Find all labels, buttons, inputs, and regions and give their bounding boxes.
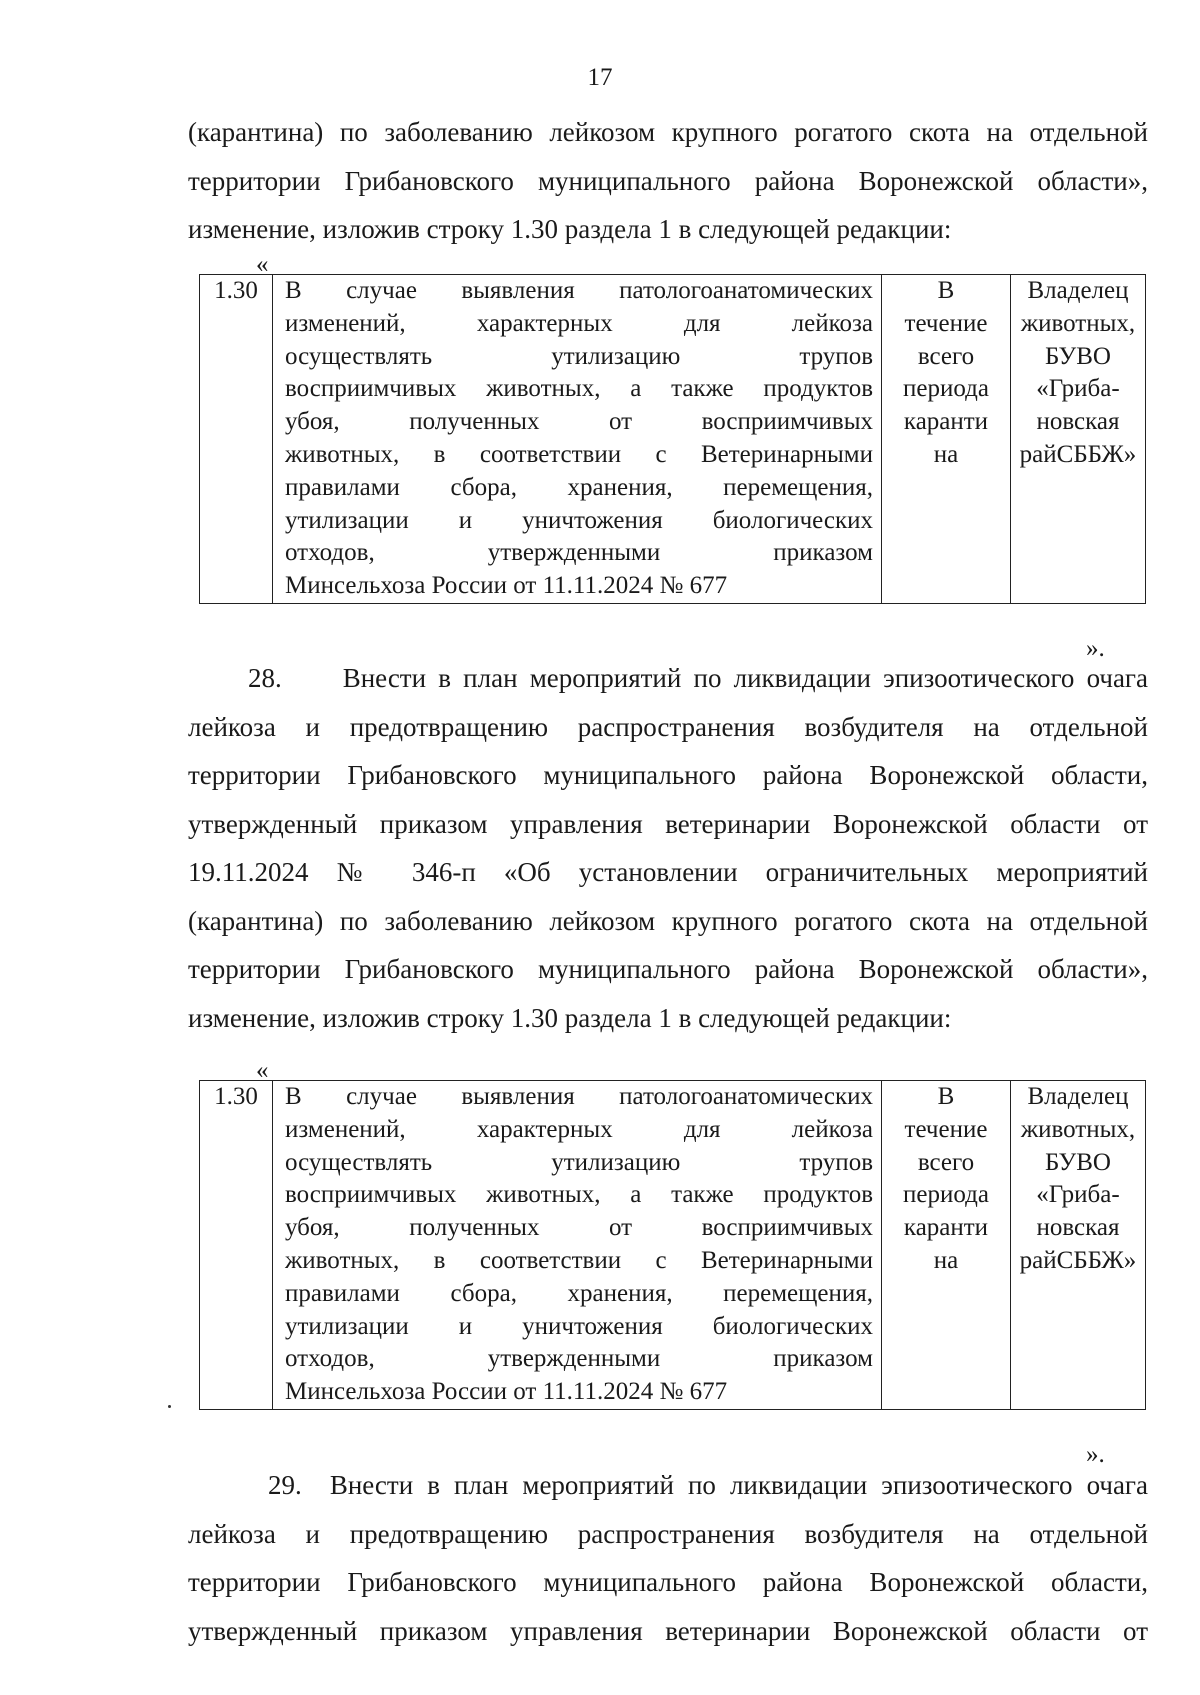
responsible-line: Владелец	[1027, 1083, 1129, 1110]
row-responsible-cell	[1011, 275, 1146, 604]
item-29-paragraph	[188, 1461, 1148, 1655]
description-line: животных, в соответствии с Ветеринарными	[285, 1246, 873, 1274]
description-line: осуществлять утилизацию трупов	[285, 342, 873, 370]
row-description-cell	[273, 275, 882, 604]
description-line: Минсельхоза России от 11.11.2024 № 677	[285, 572, 728, 600]
row-description-cell	[273, 1081, 882, 1410]
description-line: правилами сбора, хранения, перемещения,	[285, 1279, 873, 1307]
description-line: правилами сбора, хранения, перемещения,	[285, 473, 873, 501]
responsible-line: животных,	[1020, 1115, 1136, 1143]
text-line: лейкоза и предотвращению распространения возбудителя на отдельной	[188, 711, 1148, 742]
term-line: всего	[917, 1148, 975, 1176]
description-line: утилизации и уничтожения биологических	[285, 506, 873, 534]
text-line: территории Грибановского муниципального района Воронежской области,	[188, 760, 1148, 790]
description-line: убоя, полученных от восприимчивых	[285, 1214, 873, 1242]
description-line: отходов, утвержденными приказом	[285, 1345, 873, 1373]
text-line: территории Грибановского муниципального района Воронежской области,	[188, 1567, 1148, 1597]
term-line: каранти	[903, 408, 989, 436]
text-line: 19.11.2024 № 346-п «Об установлении ограничительных мероприятий	[188, 857, 1148, 887]
item-number: 28.	[248, 663, 282, 693]
description-line: восприимчивых животных, а также продуктов	[285, 375, 873, 403]
term-line: периода	[903, 1181, 989, 1209]
text-line: изменение, изложив строку 1.30 раздела 1 в следующей редакции:	[188, 214, 952, 244]
description-line: осуществлять утилизацию трупов	[285, 1148, 873, 1176]
term-line: каранти	[903, 1214, 989, 1242]
row-term-cell	[882, 275, 1011, 604]
description-line: В случае выявления патологоанатомических	[285, 1083, 873, 1110]
description-line: изменений, характерных для лейкоза	[285, 1115, 873, 1143]
table-row	[200, 275, 1146, 604]
text-line: (карантина) по заболеванию лейкозом крупного рогатого скота на отдельной	[188, 905, 1148, 936]
description-line: В случае выявления патологоанатомических	[285, 277, 873, 304]
responsible-line: «Гриба-	[1036, 1181, 1120, 1209]
row-number: 1.30	[214, 277, 258, 304]
quote-close: ».	[1086, 635, 1105, 662]
row-term-cell	[882, 1081, 1011, 1410]
row-number: 1.30	[214, 1083, 258, 1110]
amendment-table	[199, 274, 1146, 604]
item-28-paragraph	[188, 654, 1148, 1042]
row-number-cell	[200, 275, 273, 604]
term-line: на	[933, 440, 959, 468]
responsible-line: «Гриба-	[1036, 375, 1120, 403]
item-number: 29.	[268, 1470, 302, 1500]
description-line: Минсельхоза России от 11.11.2024 № 677	[285, 1378, 728, 1406]
item-text: Внести в план мероприятий по ликвидации эпизоотического очага	[342, 663, 1148, 693]
text-line	[188, 1461, 1148, 1510]
quote-open: «	[256, 1057, 269, 1084]
responsible-line: БУВО	[1045, 1148, 1111, 1176]
responsible-line: райСББЖ»	[1019, 1246, 1137, 1274]
scan-speck	[168, 1405, 171, 1408]
text-line: изменение, изложив строку 1.30 раздела 1 в следующей редакции:	[188, 1002, 952, 1033]
text-line: лейкоза и предотвращению распространения возбудителя на отдельной	[188, 1518, 1148, 1549]
term-line: периода	[903, 375, 989, 403]
description-line: животных, в соответствии с Ветеринарными	[285, 440, 873, 468]
quote-open: «	[256, 251, 269, 278]
amendment-table	[199, 1080, 1146, 1410]
description-line: убоя, полученных от восприимчивых	[285, 408, 873, 436]
text-line: территории Грибановского муниципального района Воронежской области»,	[188, 165, 1148, 196]
table-row	[200, 1081, 1146, 1410]
term-line: течение	[904, 309, 988, 337]
text-line: утвержденный приказом управления ветеринарии Воронежской области от	[188, 808, 1148, 839]
responsible-line: новская	[1036, 408, 1120, 436]
responsible-line: животных,	[1020, 309, 1136, 337]
text-line	[188, 654, 1148, 703]
description-line: изменений, характерных для лейкоза	[285, 309, 873, 337]
term-line: В	[937, 1083, 955, 1110]
responsible-line: БУВО	[1045, 342, 1111, 370]
item-text: Внести в план мероприятий по ликвидации эпизоотического очага	[329, 1470, 1148, 1500]
quote-close: ».	[1086, 1441, 1105, 1468]
text-line: утвержденный приказом управления ветеринарии Воронежской области от	[188, 1615, 1148, 1646]
row-number-cell	[200, 1081, 273, 1410]
term-line: течение	[904, 1115, 988, 1143]
responsible-line: новская	[1036, 1214, 1120, 1242]
term-line: В	[937, 277, 955, 304]
responsible-line: Владелец	[1027, 277, 1129, 304]
text-line: территории Грибановского муниципального района Воронежской области»,	[188, 954, 1148, 984]
description-line: восприимчивых животных, а также продуктов	[285, 1181, 873, 1209]
description-line: отходов, утвержденными приказом	[285, 539, 873, 567]
row-responsible-cell	[1011, 1081, 1146, 1410]
term-line: всего	[917, 342, 975, 370]
term-line: на	[933, 1246, 959, 1274]
intro-paragraph	[188, 108, 1148, 254]
text-line: (карантина) по заболеванию лейкозом крупного рогатого скота на отдельной	[188, 117, 1148, 147]
responsible-line: райСББЖ»	[1019, 440, 1137, 468]
description-line: утилизации и уничтожения биологических	[285, 1312, 873, 1340]
page-number: 17	[587, 64, 613, 91]
